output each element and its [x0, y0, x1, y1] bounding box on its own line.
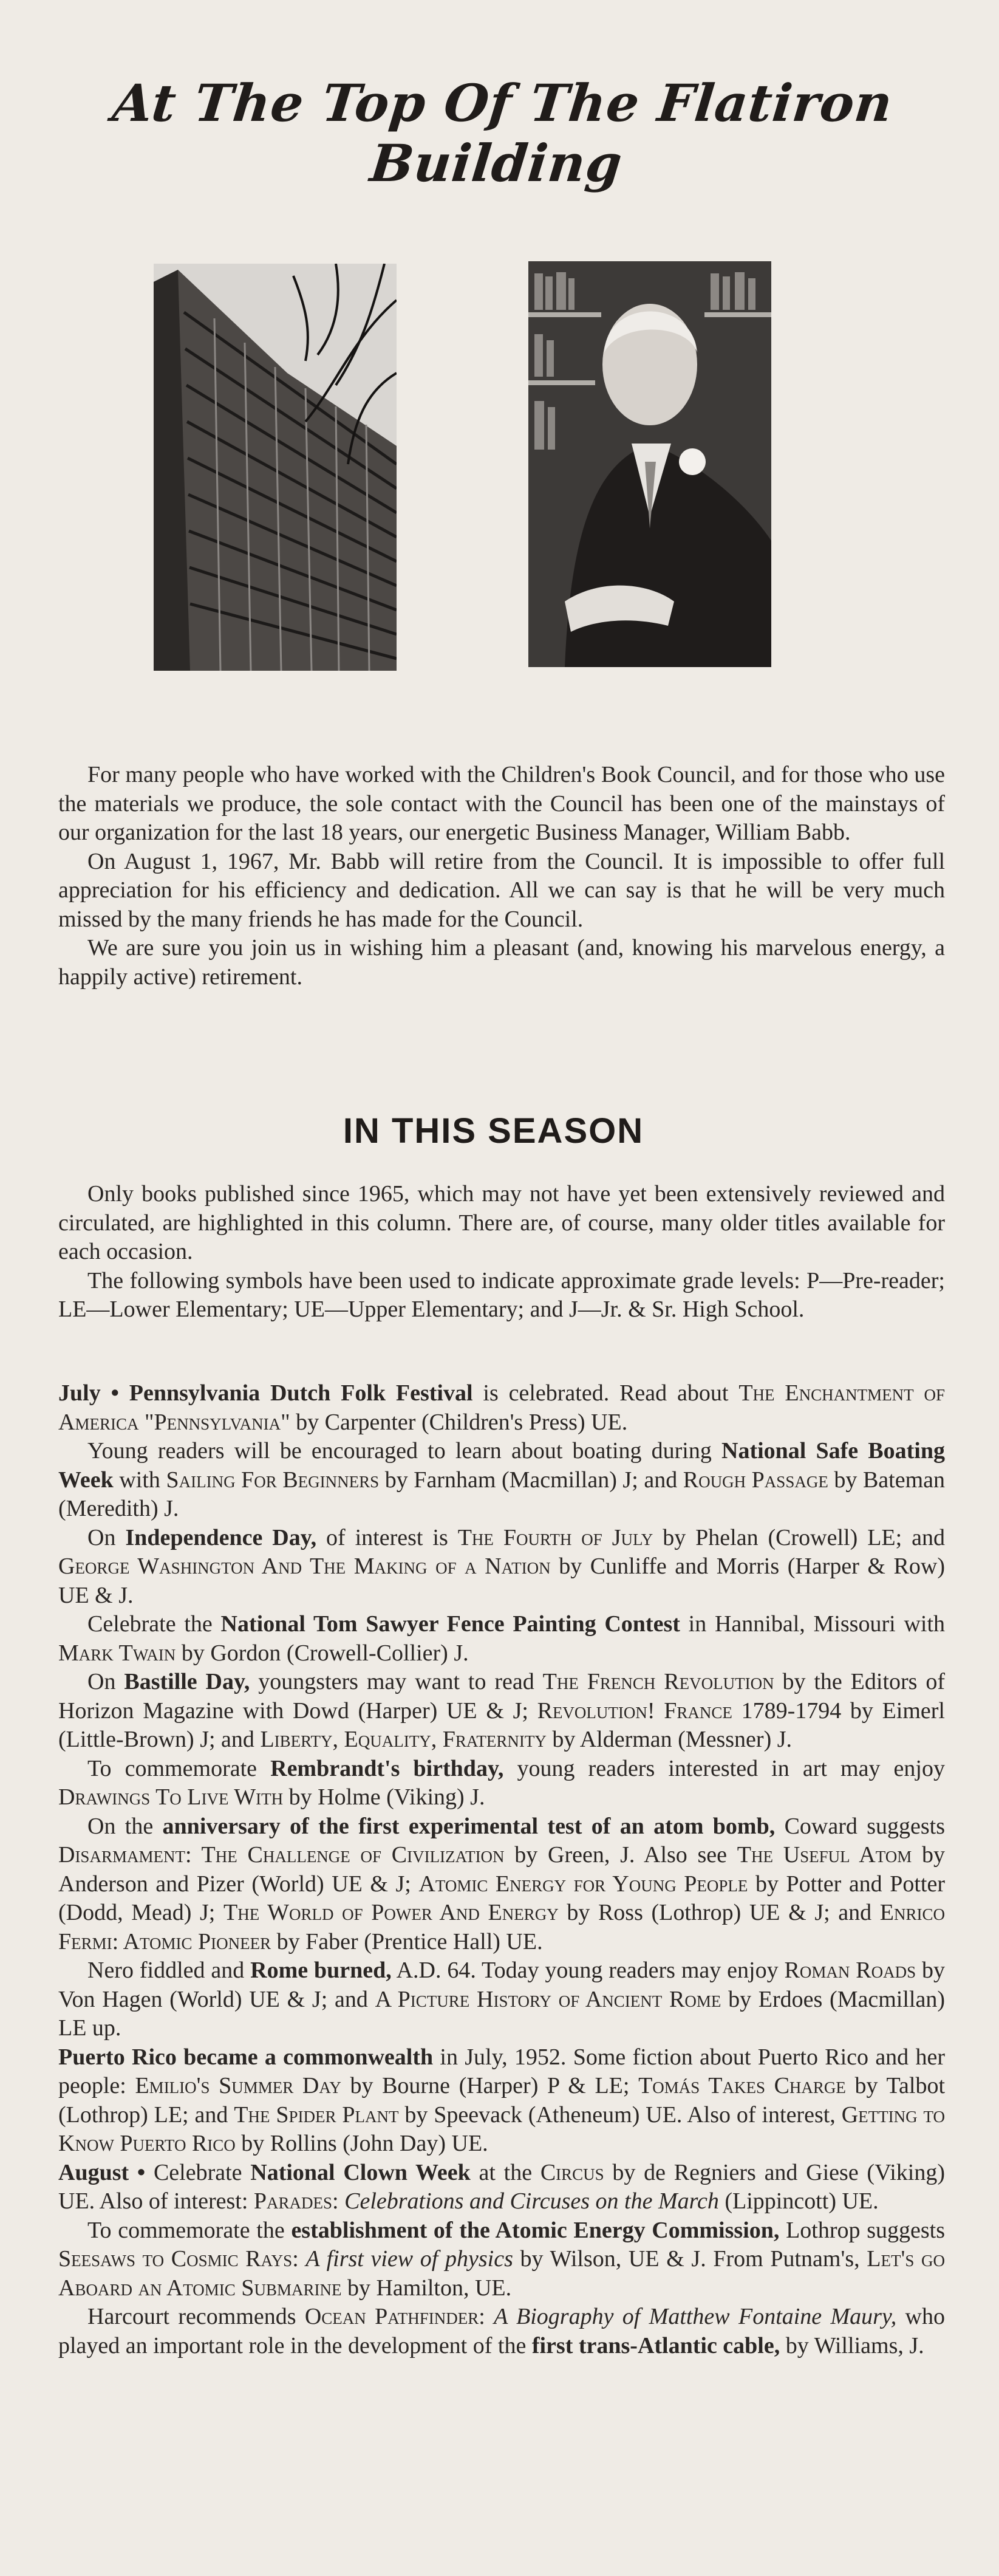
book-title: The Spider Plant	[234, 2102, 399, 2128]
event-name: Pennsylvania Dutch Folk Festival	[129, 1380, 473, 1406]
list-entry: To commemorate Rembrandt's birthday, young readers interested in art may enjoy Drawings To Live With by Holme (Viking) J.	[58, 1755, 945, 1810]
book-subtitle: Celebrations and Circuses on the March	[344, 2188, 719, 2214]
book-title: Atomic Energy for Young People	[418, 1871, 748, 1897]
book-title: Liberty, Equality, Fraternity	[260, 1727, 547, 1752]
book-title: Circus	[540, 2159, 604, 2185]
book-title: Ocean Pathfinder:	[304, 2304, 485, 2329]
book-title: The Enchantment of America "Pennsylvania"	[58, 1380, 945, 1435]
list-entry: Harcourt recommends Ocean Pathfinder: A Biography of Matthew Fontaine Maury, who played an important role in the development of the first trans-Atlantic cable, by Williams, J.	[58, 2304, 945, 2358]
book-title: Disarmament: The Challenge of Civilization	[58, 1842, 505, 1868]
book-title: George Washington And The Making of a Nation	[58, 1553, 551, 1579]
list-entry: July • Pennsylvania Dutch Folk Festival is celebrated. Read about The Enchantment of America "Pennsylvania" by Carpenter (Children's Press) UE.	[58, 1380, 945, 1435]
william-babb-portrait	[528, 261, 771, 667]
event-name: National Tom Sawyer Fence Painting Contest	[220, 1611, 680, 1637]
event-name: Puerto Rico became a commonwealth	[58, 2044, 434, 2070]
event-name: National Safe Boating Week	[58, 1438, 945, 1493]
book-title: Getting to Know Puerto Rico	[58, 2102, 945, 2156]
book-title: Roman Roads	[784, 1958, 916, 1983]
book-subtitle: A Biography of Matthew Fontaine Maury,	[494, 2304, 897, 2329]
month-label: August	[58, 2159, 129, 2185]
book-title: Emilio's Summer Day	[135, 2073, 341, 2098]
book-title: The French Revolution	[542, 1669, 774, 1694]
book-title: The Useful Atom	[737, 1842, 912, 1868]
book-title: A Picture History of Ancient Rome	[375, 1986, 721, 2012]
list-entry: On the anniversary of the first experimental test of an atom bomb, Coward suggests Disarmament: The Challenge of Civilization by Green, J. Also see The Useful Atom by Anderson and Pizer (World) UE & J; Atomic Energy for Young People by Potter and Potter (Dodd, Mead) J; The World of Power And Energy by Ross (Lothrop) UE & J; and Enrico Fermi: Atomic Pioneer by Faber (Prentice Hall) UE.	[58, 1813, 945, 1954]
list-entry: To commemorate the establishment of the Atomic Energy Commission, Lothrop suggests Seesaws to Cosmic Rays: A first view of physics by Wilson, UE & J. From Putnam's, Let's go Aboard an Atomic Submarine by Hamilton, UE.	[58, 2217, 945, 2301]
season-intro-paragraph: The following symbols have been used to indicate approximate grade levels: P—Pre-reader; LE—Lower Elementary; UE—Upper Elementary; and J—Jr. & Sr. High School.	[58, 1267, 945, 1322]
book-title: Parades:	[253, 2188, 339, 2214]
book-title: Drawings To Live With	[58, 1784, 284, 1810]
list-entry: Nero fiddled and Rome burned, A.D. 64. Today young readers may enjoy Roman Roads by Von Hagen (World) UE & J; and A Picture History of Ancient Rome by Erdoes (Macmillan) LE up.	[58, 1958, 946, 2041]
book-title: Let's go Aboard an Atomic Submarine	[58, 2246, 945, 2301]
list-entry: On Independence Day, of interest is The Fourth of July by Phelan (Crowell) LE; and George Washington And The Making of a Nation by Cunliffe and Morris (Harper & Row) UE & J.	[58, 1524, 945, 1608]
list-entry: Young readers will be encouraged to learn about boating during National Safe Boating Week with Sailing For Beginners by Farnham (Macmillan) J; and Rough Passage by Bateman (Meredith) J.	[58, 1438, 946, 1521]
month-label: July	[58, 1380, 101, 1406]
book-subtitle: A first view of physics	[305, 2246, 513, 2272]
intro-paragraph: On August 1, 1967, Mr. Babb will retire from the Council. It is impossible to offer full appreciation for his efficiency and dedication. All we can say is that he will be very much missed by the many friends he has made for the Council.	[58, 848, 945, 932]
event-name: first trans-Atlantic cable,	[531, 2332, 780, 2358]
book-title: Revolution! France 1789-1794	[537, 1697, 842, 1724]
book-title: The World of Power And Energy	[223, 1900, 559, 1925]
season-book-list	[58, 1379, 945, 2360]
event-name: Independence Day,	[125, 1524, 317, 1550]
season-intro-paragraph: Only books published since 1965, which may not have yet been extensively reviewed and circulated, are highlighted in this column. There are, of course, many older titles available for each occasion.	[58, 1181, 945, 1264]
intro-paragraph: For many people who have worked with the Children's Book Council, and for those who use the materials we produce, the sole contact with the Council has been one of the mainstays of our organization for the last 18 years, our energetic Business Manager, William Babb.	[58, 762, 945, 845]
book-title: Mark Twain	[58, 1640, 176, 1666]
event-name: Rome burned,	[250, 1958, 392, 1983]
book-title: Seesaws to Cosmic Rays:	[58, 2246, 299, 2272]
list-entry: August • Celebrate National Clown Week at the Circus by de Regniers and Giese (Viking) UE. Also of interest: Parades: Celebrations and Circuses on the March (Lippincott) UE.	[58, 2159, 946, 2214]
book-title: Tomás Takes Charge	[638, 2073, 846, 2098]
list-entry: Celebrate the National Tom Sawyer Fence Painting Contest in Hannibal, Missouri with Mark Twain by Gordon (Crowell-Collier) J.	[58, 1611, 946, 1666]
book-title: Enrico Fermi: Atomic Pioneer	[58, 1900, 945, 1954]
book-title: Sailing For Beginners	[166, 1467, 380, 1493]
page-title: At The Top Of The Flatiron Building	[109, 73, 896, 193]
book-title: The Fourth of July	[457, 1524, 653, 1550]
event-name: Bastille Day,	[124, 1669, 250, 1694]
retirement-announcement	[58, 761, 945, 992]
event-name: establishment of the Atomic Energy Commission,	[291, 2217, 780, 2243]
flatiron-building-photo	[154, 264, 397, 671]
list-entry: Puerto Rico became a commonwealth in July, 1952. Some fiction about Puerto Rico and her people: Emilio's Summer Day by Bourne (Harper) P & LE; Tomás Takes Charge by Talbot (Lothrop) LE; and The Spider Plant by Speevack (Atheneum) UE. Also of interest, Getting to Know Puerto Rico by Rollins (John Day) UE.	[58, 2044, 946, 2156]
list-entry: On Bastille Day, youngsters may want to read The French Revolution by the Editors of Horizon Magazine with Dowd (Harper) UE & J; Revolution! France 1789-1794 by Eimerl (Little-Brown) J; and Liberty, Equality, Fraternity by Alderman (Messner) J.	[58, 1669, 945, 1752]
intro-paragraph: We are sure you join us in wishing him a pleasant (and, knowing his marvelous energy, a happily active) retirement.	[58, 935, 945, 990]
event-name: National Clown Week	[250, 2159, 471, 2185]
season-intro	[58, 1180, 945, 1324]
event-name: anniversary of the first experimental test of an atom bomb,	[162, 1813, 776, 1839]
event-name: Rembrandt's birthday,	[270, 1755, 504, 1781]
section-heading: IN THIS SEASON	[343, 1111, 644, 1151]
book-title: Rough Passage	[683, 1467, 828, 1493]
